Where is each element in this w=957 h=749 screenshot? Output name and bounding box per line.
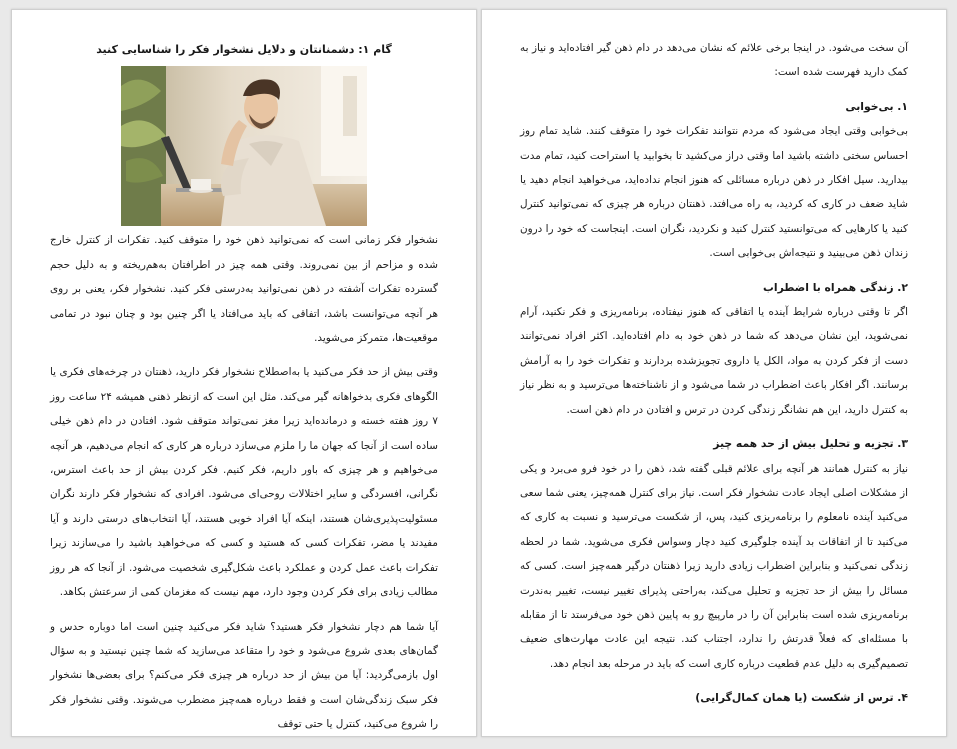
section-heading-anxiety: ۲. زندگی همراه با اضطراب (763, 280, 908, 294)
section-heading-fear-of-failure: ۴. ترس از شکست (یا همان کمال‌گرایی) (695, 691, 908, 705)
left-column (50, 38, 438, 737)
intro-paragraph: آن سخت می‌شود. در اینجا برخی علائم که نشان می‌دهد در دام ذهن گیر افتاده‌اید و نیاز به کمک دارید فهرست شده است: (520, 42, 908, 79)
right-page (481, 9, 947, 737)
page-title: گام ۱: دشمنانتان و دلایل نشخوار فکر را شناسایی کنید (96, 43, 392, 56)
section-heading-overanalysis: ۳. تجزیه و تحلیل بیش از حد همه چیز (713, 437, 908, 451)
section-heading-insomnia: ۱. بی‌خوابی (845, 99, 908, 113)
paragraph-1: نشخوار فکر زمانی است که نمی‌توانید ذهن خود را متوقف کنید. تفکرات از کنترل خارج شده و مزاحم از بین نمی‌روند. وقتی همه چیز در اطرافتان به‌هم‌ریخته و به دلیل حجم گسترده تفکرات آشفته در ذهن نمی‌توانید به‌درستی فکر کنید. نشخوار فکر، یعنی بر روی هر آنچه می‌توانست باشد، اتفاقی که باید می‌افتاد یا اگر چنین بود و چنان نبود در تمامی موقعیت‌ها، متمرکز می‌شوید. (50, 234, 438, 345)
right-column (520, 36, 908, 711)
section-body-anxiety: اگر تا وقتی درباره شرایط آینده یا اتفاقی که هنوز نیفتاده، برنامه‌ریزی و فکر نکنید، آرام نمی‌شوید، این نشان می‌دهد که شما در ذهن خود به دام افتاده‌اید. اکثر افراد نمی‌توانند دست از فکر کردن به مواد، الکل یا داروی تجویزشده بردارند و تفکرات خود را به آرامش برسانند. اگر افکار باعث اضطراب در شما می‌شود و از ناشناخته‌ها می‌ترسید و به نظر نیاز به کنترل دارید، این هم نشانگر زندگی کردن در ترس و افتادن در دام ذهن است. (520, 306, 908, 416)
section-body-insomnia: بی‌خوابی وقتی ایجاد می‌شود که مردم نتوانند تفکرات خود را متوقف کنند. شاید تمام روز احساس سختی داشته باشید اما وقتی دراز می‌کشید تا بخوابید یا استراحت کنید، تمام مدت بیدارید. سیل افکار در ذهن درباره مسائلی که هنوز انجام نداده‌اید، می‌خواهید انجام دهید یا شاید ضعف در کاری که کردید، به راه می‌افتد. ذهنتان درباره هر چیزی که نمی‌توانید کنترل کنید یا کارهایی که می‌توانستید کنترل کنید و نکردید، نگران است. اینجاست که خود را درون زندان ذهن می‌بینید و نتیجه‌اش بی‌خوابی است. (520, 125, 908, 260)
paragraph-3: آیا شما هم دچار نشخوار فکر هستید؟ شاید فکر می‌کنید چنین است اما دوباره حدس و گمان‌های بعدی شروع می‌شود و خود را متقاعد می‌سازید که شما چنین نیستید و به سؤال اول بازمی‌گردید: آیا من بیش از حد درباره هر چیزی فکر می‌کنم؟ برای بعضی‌ها نشخوار فکر سبک زندگی‌شان است و فقط درباره همه‌چیز مضطرب می‌شوند. وقتی نشخوار فکر را شروع می‌کنید، کنترل یا حتی توقف (50, 620, 438, 731)
man-at-laptop-photo (121, 66, 367, 226)
paragraph-2: وقتی بیش از حد فکر می‌کنید یا به‌اصطلاح نشخوار فکر دارید، ذهنتان در چرخه‌های فکری یا الگوهای فکری بدخواهانه گیر می‌کند. مثل این است که ازنظر ذهنی همیشه ۲۴ ساعت روز ۷ روز هفته خسته و درمانده‌اید زیرا مغز نمی‌تواند متوقف شود. افتادن در دام ذهن خیلی ساده است از آنجا که جهان ما را ملزم می‌سازد درباره هر کاری که انجام می‌دهیم، هر آنچه می‌خواهیم و هر چیزی که باور داریم، فکر کنیم. فکر کردن بیش از حد باعث استرس، نگرانی، افسردگی و سایر اختلالات روحی‌ای می‌شود. افرادی که نشخوار فکر دارند نگران مسئولیت‌پذیری‌شان هستند، اینکه آیا افراد خوبی هستند، آیا انتخاب‌های درستی دارند و آیا مفیدند یا مضر، تفکرات کسی که هستید و کسی که می‌خواهید باشید را می‌سازند زیرا تفکرات باعث عمل کردن و عملکرد باعث شکل‌گیری شخصیت می‌شود. از آنجا که هر روز مطالب زیادی برای فکر کردن وجود دارد، مهم نیست که مغزمان کمی از سرعتش بکاهد. (50, 366, 439, 599)
left-page (11, 9, 477, 737)
section-body-overanalysis: نیاز به کنترل همانند هر آنچه برای علائم قبلی گفته شد، ذهن را در خود فرو می‌برد و یکی از مشکلات اصلی ایجاد عادت نشخوار فکر است. نیاز برای کنترل همه‌چیز، یعنی شما سعی می‌کنید آینده نامعلوم را برنامه‌ریزی کنید، پس، از شکست می‌ترسید و نسبت به کاری که می‌کنید تا از اتفاقات بد آینده جلوگیری کنید دچار وسواس فکری می‌شوید. شما در لحظه زندگی نمی‌کنید و بنابراین اضطراب زیادی دارید زیرا ذهنتان درگیر همه‌چیز است. کسی که مسائل را بیش از حد تجزیه و تحلیل می‌کند، به‌راحتی پذیرای تغییر نیست، تغییر به‌ندرت برنامه‌ریزی شده است بنابراین آن را در مارپیچ رو به پایین ذهن خود می‌فرستد تا از مقابله با مسئله‌ای که فعلاً قدرتش را ندارد، اجتناب کند. نتیجه این عادت مهارت‌های ضعیف تصمیم‌گیری به دلیل عدم قطعیت درباره کاری است که باید در مرحله بعد انجام دهد. (520, 462, 908, 670)
